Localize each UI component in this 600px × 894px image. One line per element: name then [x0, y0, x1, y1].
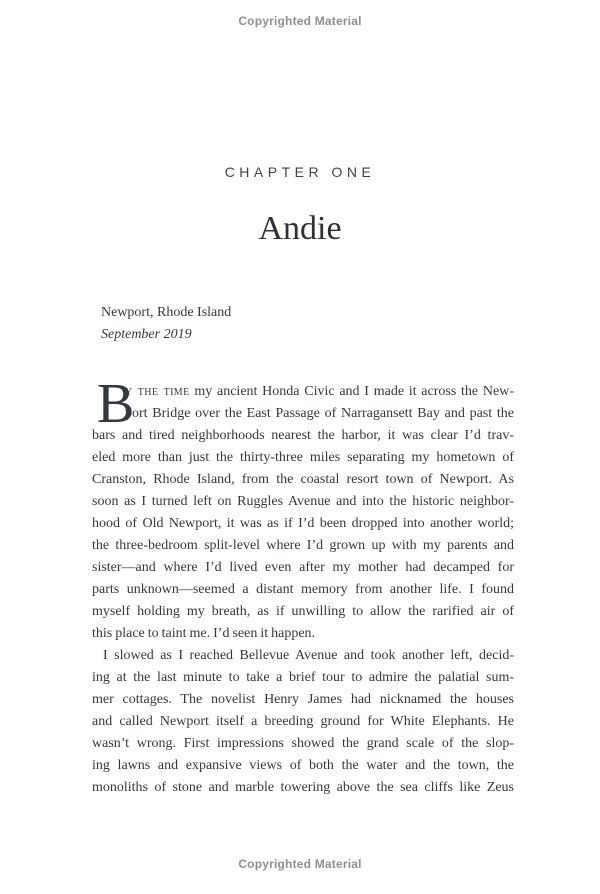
- body-line-text: my ancient Honda Civic and I made it across the New-: [189, 384, 514, 399]
- paragraph-one-lines: [92, 403, 514, 623]
- body-line: ing lawns and expansive views of both the water and the town, the: [92, 758, 514, 773]
- body-line: wasn’t wrong. First impressions showed the grand scale of the slop-: [92, 736, 514, 751]
- dateline-date: September 2019: [101, 327, 192, 342]
- body-line: hood of Old Newport, it was as if I’d been dropped into another world;: [92, 516, 514, 531]
- body-line: and called Newport itself a breeding ground for White Elephants. He: [92, 714, 514, 729]
- body-line: [125, 381, 514, 403]
- body-line: this place to taint me. I’d seen it happen.: [92, 626, 316, 641]
- body-line: mer cottages. The novelist Henry James had nicknamed the houses: [92, 692, 514, 707]
- body-text: [92, 373, 514, 799]
- copyright-notice-bottom: Copyrighted Material: [238, 857, 362, 871]
- body-line: sister—and where I’d lived even after my mother had decamped for: [92, 560, 514, 575]
- body-line: soon as I turned left on Ruggles Avenue and into the historic neighbor-: [92, 494, 514, 509]
- drop-cap: B: [97, 373, 135, 435]
- body-line: bars and tired neighborhoods nearest the harbor, it was clear I’d trav-: [92, 428, 514, 443]
- body-line: eled more than just the thirty-three miles separating my hometown of: [92, 450, 514, 465]
- chapter-kicker: CHAPTER ONE: [224, 164, 376, 180]
- small-caps-opening: y the time: [125, 384, 190, 399]
- body-line: Cranston, Rhode Island, from the coastal resort town of Newport. As: [92, 472, 514, 487]
- body-line: I slowed as I reached Bellevue Avenue and took another left, decid-: [103, 648, 514, 663]
- body-line: the three-bedroom split-level where I’d grown up with my parents and: [92, 538, 514, 553]
- body-line: monoliths of stone and marble towering above the sea cliffs like Zeus: [92, 780, 514, 795]
- chapter-title: Andie: [258, 210, 342, 247]
- paragraph-one: [92, 373, 514, 645]
- body-line: port Bridge over the East Passage of Narragansett Bay and past the: [125, 406, 514, 421]
- paragraph-two: [92, 645, 514, 799]
- copyright-notice-top: Copyrighted Material: [238, 14, 362, 28]
- dateline-location: Newport, Rhode Island: [101, 305, 232, 320]
- body-line: ing at the last minute to take a brief tour to admire the palatial sum-: [92, 670, 514, 685]
- body-line: myself holding my breath, as if unwilling to allow the rarified air of: [92, 604, 514, 619]
- body-line: parts unknown—seemed a distant memory from another life. I found: [92, 582, 514, 597]
- dateline: [101, 302, 231, 346]
